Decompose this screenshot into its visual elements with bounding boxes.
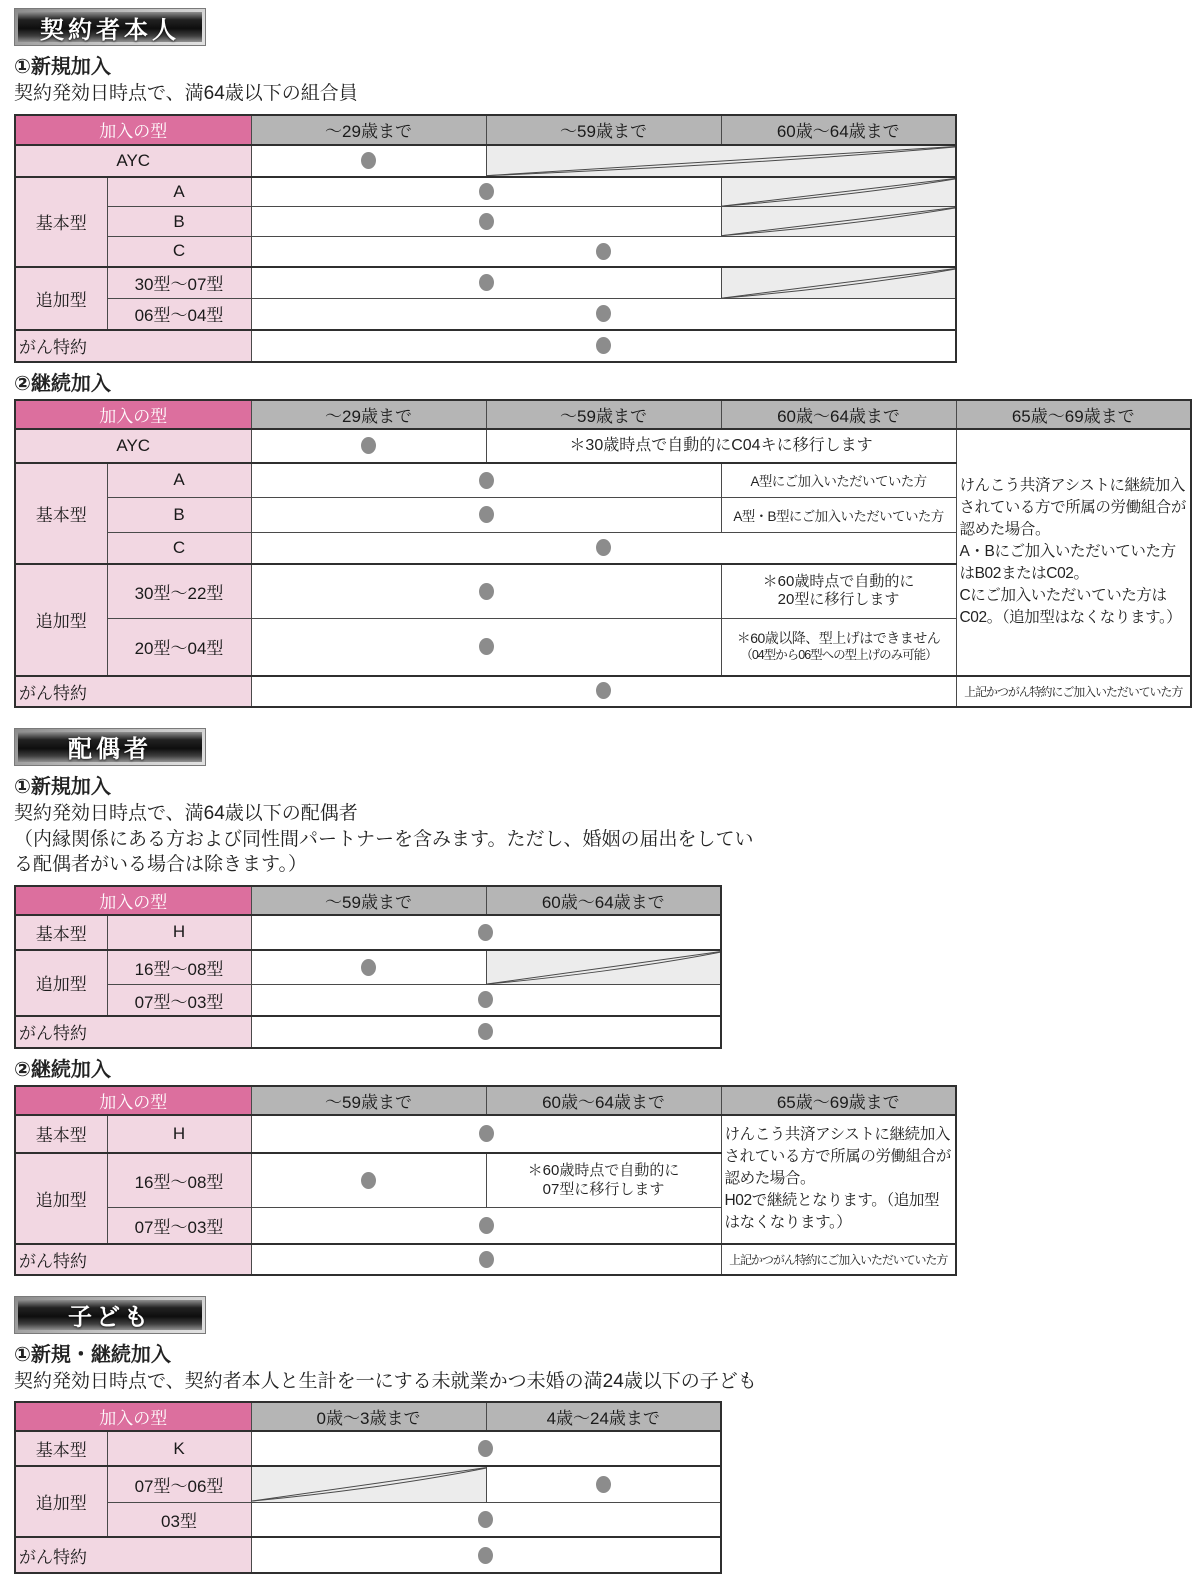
age-col-header: 60歳～64歳まで: [486, 1086, 721, 1115]
filled-dot-icon: [596, 337, 611, 354]
filled-dot-icon: [596, 1476, 611, 1493]
table-row: [15, 1115, 956, 1153]
section-spacer: [14, 1276, 1190, 1296]
table-row: [15, 177, 956, 207]
member-cont-heading: ②継続加入: [14, 372, 111, 395]
dot-cell: [251, 267, 721, 299]
filled-dot-icon: [361, 959, 376, 976]
child-new-heading: ①新規・継続加入: [14, 1343, 171, 1366]
dot-cell: [251, 429, 486, 463]
section-title-spouse-label: 配偶者: [18, 732, 202, 762]
dot-cell: [251, 1502, 721, 1537]
table-row: [15, 145, 956, 177]
table-row: [15, 915, 721, 950]
note-cell: [721, 564, 956, 619]
age-col-header: ～29歳まで: [251, 115, 486, 145]
note-line: （04型から06型への型上げのみ可能）: [740, 647, 937, 662]
filled-dot-icon: [478, 1023, 493, 1040]
table-row: [15, 1466, 721, 1502]
table-row: [15, 676, 1191, 707]
note-line: 07型に移行します: [542, 1180, 665, 1198]
dot-cell: [251, 207, 721, 237]
filled-dot-icon: [479, 1125, 494, 1142]
note-line: ＊60歳時点で自動的に: [527, 1161, 680, 1179]
table-row: [15, 267, 956, 299]
type-label-cell: K: [107, 1431, 251, 1466]
age65-69-note-cell: [721, 1115, 956, 1244]
spouse-new-desc: 契約発効日時点で、満64歳以下の配偶者: [14, 802, 358, 824]
age65-69-note-cell: [956, 429, 1191, 676]
note-line: けんこう共済アシストに継続加入されている方で所属の労働組合が認めた場合。: [959, 477, 1187, 539]
group-label-cell: 基本型: [15, 915, 107, 950]
dot-cell: [251, 498, 721, 533]
filled-dot-icon: [478, 991, 493, 1008]
filled-dot-icon: [478, 924, 493, 941]
group-label-cell: 追加型: [15, 1153, 107, 1244]
type-label-cell: A: [107, 463, 251, 498]
section-title-member: [14, 8, 206, 46]
table-row: [15, 886, 721, 915]
dot-cell: [251, 299, 956, 330]
type-label-cell: がん特約: [15, 1244, 251, 1275]
spouse-new-desc-note: （内縁関係にある方および同性間パートナーを含みます。ただし、婚姻の届出をしている配偶者がいる場合は除きます。）: [14, 829, 754, 876]
diagonal-slash-icon: [487, 951, 721, 985]
dot-cell: [251, 1153, 486, 1208]
member-new-table: [14, 114, 957, 363]
type-label-cell: AYC: [15, 429, 251, 463]
type-label-cell: 30型～22型: [107, 564, 251, 619]
age-col-header: 0歳～3歳まで: [251, 1402, 486, 1431]
note-cell: ＊30歳時点で自動的にC04キに移行します: [486, 429, 956, 463]
spouse-new-heading: ①新規加入: [14, 775, 111, 798]
type-label-cell: 30型～07型: [107, 267, 251, 299]
age-col-header: ～29歳まで: [251, 400, 486, 429]
member-new-heading: ①新規加入: [14, 56, 111, 78]
type-label-cell: B: [107, 498, 251, 533]
note-line: 20型に移行します: [777, 591, 900, 609]
plan-type-header: 加入の型: [15, 1086, 251, 1115]
group-label-cell: 追加型: [15, 950, 107, 1016]
filled-dot-icon: [596, 682, 611, 699]
table-row: [15, 330, 956, 362]
age-col-header: 4歳～24歳まで: [486, 1402, 721, 1431]
type-label-cell: A: [107, 177, 251, 207]
note-line: H02で継続となります。（追加型はなくなります。）: [724, 1192, 940, 1232]
dot-cell: [251, 676, 956, 707]
diagonal-slash-icon: [722, 207, 956, 236]
dot-cell: [251, 985, 721, 1016]
age-col-header: 65歳～69歳まで: [956, 400, 1191, 429]
table-row: [15, 299, 956, 330]
table-row: [15, 1431, 721, 1466]
note-cell: 上記かつがん特約にご加入いただいていた方: [721, 1244, 956, 1275]
dot-cell: [251, 1208, 721, 1244]
table-row: [15, 1502, 721, 1537]
age-col-header: 65歳～69歳まで: [721, 1086, 956, 1115]
na-diagonal-cell: [486, 950, 721, 985]
age-col-header: 60歳～64歳まで: [721, 400, 956, 429]
filled-dot-icon: [479, 274, 494, 291]
filled-dot-icon: [479, 213, 494, 230]
type-label-cell: 16型～08型: [107, 950, 251, 985]
note-cell: A型・B型にご加入いただいていた方: [721, 498, 956, 533]
age-col-header: ～59歳まで: [486, 115, 721, 145]
plan-type-header: 加入の型: [15, 886, 251, 915]
age-col-header: ～59歳まで: [251, 886, 486, 915]
type-label-cell: がん特約: [15, 676, 251, 707]
table-row: [15, 1244, 956, 1275]
group-label-cell: 基本型: [15, 1115, 107, 1153]
type-label-cell: 07型～03型: [107, 1208, 251, 1244]
dot-cell: [251, 533, 956, 564]
filled-dot-icon: [596, 539, 611, 556]
dot-cell: [251, 619, 721, 676]
table-row: [15, 1086, 956, 1115]
age-col-header: 60歳～64歳まで: [721, 115, 956, 145]
group-label-cell: 追加型: [15, 564, 107, 676]
plan-type-header: 加入の型: [15, 1402, 251, 1431]
diagonal-slash-icon: [722, 178, 956, 207]
table-row: [15, 1537, 721, 1573]
filled-dot-icon: [479, 506, 494, 523]
note-line: Cにご加入いただいていた方はC02。（追加型はなくなります。）: [959, 587, 1182, 627]
type-label-cell: 07型～03型: [107, 985, 251, 1016]
type-label-cell: がん特約: [15, 1016, 251, 1048]
section-title-child: [14, 1296, 206, 1334]
filled-dot-icon: [479, 472, 494, 489]
dot-cell: [251, 237, 956, 267]
filled-dot-icon: [596, 243, 611, 260]
dot-cell: [251, 1537, 721, 1573]
diagonal-slash-icon: [722, 268, 956, 299]
type-label-cell: AYC: [15, 145, 251, 177]
table-row: [15, 115, 956, 145]
dot-cell: [251, 564, 721, 619]
table-row: [15, 985, 721, 1016]
dot-cell: [251, 1431, 721, 1466]
filled-dot-icon: [478, 1440, 493, 1457]
child-table: [14, 1401, 722, 1574]
dot-cell: [251, 145, 486, 177]
group-label-cell: 追加型: [15, 1466, 107, 1537]
filled-dot-icon: [478, 1547, 493, 1564]
type-label-cell: がん特約: [15, 1537, 251, 1573]
filled-dot-icon: [361, 437, 376, 454]
note-cell: A型にご加入いただいていた方: [721, 463, 956, 498]
section-spacer: [14, 708, 1190, 728]
na-diagonal-cell: [721, 267, 956, 299]
member-cont-table: [14, 399, 1192, 708]
na-diagonal-cell: [251, 1466, 486, 1502]
group-label-cell: 基本型: [15, 177, 107, 267]
age-col-header: ～59歳まで: [486, 400, 721, 429]
na-diagonal-cell: [486, 145, 956, 177]
dot-cell: [251, 463, 721, 498]
table-row: [15, 1016, 721, 1048]
type-label-cell: がん特約: [15, 330, 251, 362]
group-label-cell: 追加型: [15, 267, 107, 330]
plan-type-header: 加入の型: [15, 115, 251, 145]
note-line: ＊60歳以降、型上げはできません: [736, 630, 941, 647]
na-diagonal-cell: [721, 177, 956, 207]
dot-cell: [251, 330, 956, 362]
group-label-cell: 基本型: [15, 463, 107, 564]
table-row: [15, 237, 956, 267]
section-title-member-label: 契約者本人: [18, 12, 202, 42]
member-new-desc: 契約発効日時点で、満64歳以下の組合員: [14, 83, 358, 104]
filled-dot-icon: [479, 638, 494, 655]
type-label-cell: 16型～08型: [107, 1153, 251, 1208]
table-row: [15, 400, 1191, 429]
type-label-cell: B: [107, 207, 251, 237]
dot-cell: [251, 1016, 721, 1048]
dot-cell: [251, 1115, 721, 1153]
table-row: [15, 429, 1191, 463]
dot-cell: [251, 1244, 721, 1275]
type-label-cell: 07型～06型: [107, 1466, 251, 1502]
type-label-cell: C: [107, 533, 251, 564]
spouse-new-table: [14, 885, 722, 1049]
note-cell: [486, 1153, 721, 1208]
type-label-cell: 03型: [107, 1502, 251, 1537]
filled-dot-icon: [479, 1217, 494, 1234]
dot-cell: [251, 177, 721, 207]
na-diagonal-cell: [721, 207, 956, 237]
note-line: A・Bにご加入いただいていた方はB02またはC02。: [959, 543, 1176, 583]
filled-dot-icon: [361, 152, 376, 169]
note-line: けんこう共済アシストに継続加入されている方で所属の労働組合が認めた場合。: [724, 1126, 952, 1188]
diagonal-slash-icon: [487, 146, 956, 176]
table-row: [15, 1402, 721, 1431]
filled-dot-icon: [479, 583, 494, 600]
group-label-cell: 基本型: [15, 1431, 107, 1466]
type-label-cell: H: [107, 915, 251, 950]
plan-type-header: 加入の型: [15, 400, 251, 429]
note-cell: [721, 619, 956, 676]
filled-dot-icon: [479, 1251, 494, 1268]
type-label-cell: C: [107, 237, 251, 267]
note-line: ＊60歳時点で自動的に: [762, 572, 915, 590]
dot-cell: [251, 915, 721, 950]
child-new-desc: 契約発効日時点で、契約者本人と生計を一にする未就業かつ未婚の満24歳以下の子ども: [14, 1370, 757, 1392]
type-label-cell: 20型～04型: [107, 619, 251, 676]
age-col-header: 60歳～64歳まで: [486, 886, 721, 915]
type-label-cell: H: [107, 1115, 251, 1153]
table-row: [15, 950, 721, 985]
diagonal-slash-icon: [252, 1467, 486, 1502]
spouse-cont-table: [14, 1085, 957, 1276]
filled-dot-icon: [479, 183, 494, 200]
type-label-cell: 06型～04型: [107, 299, 251, 330]
age-col-header: ～59歳まで: [251, 1086, 486, 1115]
spouse-cont-heading: ②継続加入: [14, 1058, 111, 1081]
section-title-spouse: [14, 728, 206, 766]
filled-dot-icon: [361, 1172, 376, 1189]
dot-cell: [251, 950, 486, 985]
note-cell: 上記かつがん特約にご加入いただいていた方: [956, 676, 1191, 707]
dot-cell: [486, 1466, 721, 1502]
table-row: [15, 207, 956, 237]
section-title-child-label: 子ども: [18, 1300, 202, 1330]
filled-dot-icon: [596, 305, 611, 322]
filled-dot-icon: [478, 1511, 493, 1528]
